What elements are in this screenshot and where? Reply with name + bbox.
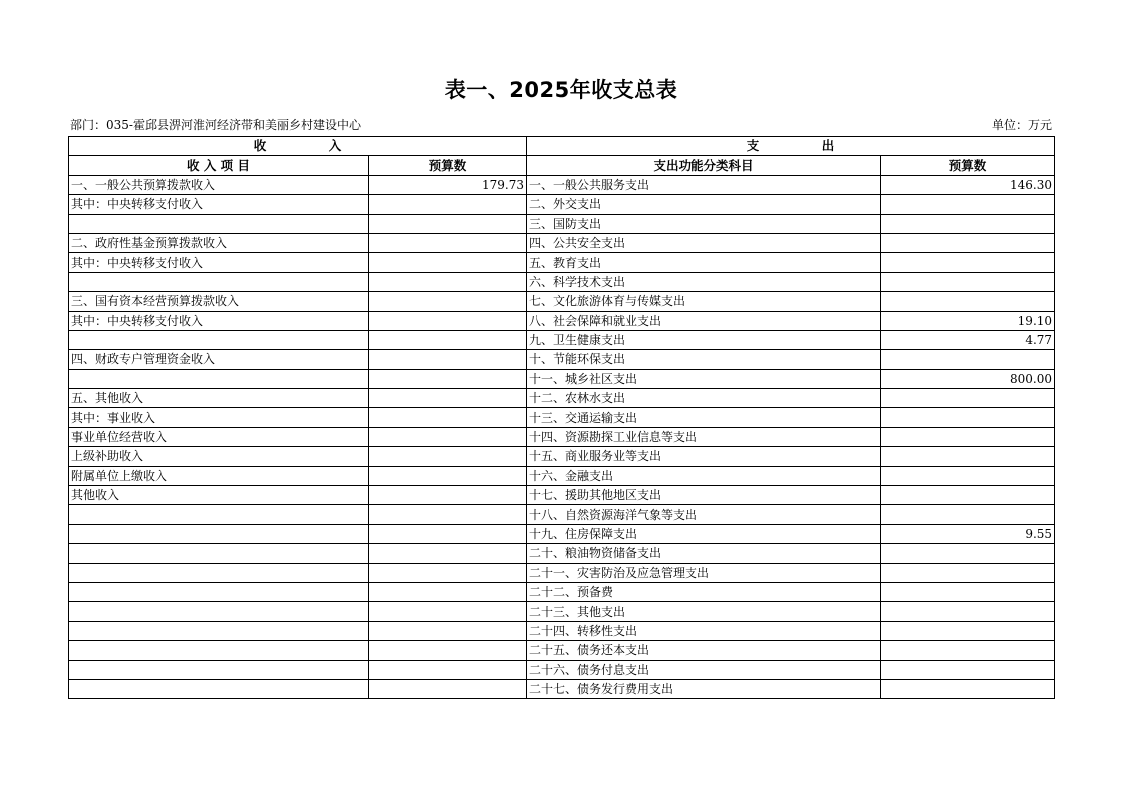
expense-budget-cell: 4.77 (881, 330, 1055, 349)
income-budget-cell: 179.73 (369, 175, 527, 194)
income-section-header: 收 入 (69, 137, 527, 156)
income-budget-cell (369, 253, 527, 272)
income-item-cell (69, 214, 369, 233)
income-item-cell: 二、政府性基金预算拨款收入 (69, 233, 369, 252)
income-item-cell: 四、财政专户管理资金收入 (69, 350, 369, 369)
expense-item-cell: 七、文化旅游体育与传媒支出 (527, 292, 881, 311)
expense-item-cell: 一、一般公共服务支出 (527, 175, 881, 194)
expense-budget-cell (881, 214, 1055, 233)
income-budget-cell (369, 195, 527, 214)
table-row (69, 641, 1055, 660)
expense-item-cell: 十、节能环保支出 (527, 350, 881, 369)
expense-budget-cell (881, 641, 1055, 660)
table-body (69, 175, 1055, 699)
income-item-cell (69, 369, 369, 388)
table-row (69, 214, 1055, 233)
expense-budget-cell (881, 427, 1055, 446)
income-budget-cell (369, 292, 527, 311)
table-row (69, 233, 1055, 252)
expense-item-cell: 八、社会保障和就业支出 (527, 311, 881, 330)
page-title: 表一、2025年收支总表 (444, 78, 678, 102)
table-row (69, 175, 1055, 194)
income-item-cell (69, 505, 369, 524)
income-item-cell: 事业单位经营收入 (69, 427, 369, 446)
table-row (69, 524, 1055, 543)
expense-budget-cell (881, 350, 1055, 369)
table-row (69, 660, 1055, 679)
income-budget-cell (369, 408, 527, 427)
table-row (69, 369, 1055, 388)
income-budget-cell (369, 486, 527, 505)
expense-item-cell: 十九、住房保障支出 (527, 524, 881, 543)
income-item-cell: 附属单位上缴收入 (69, 466, 369, 485)
income-item-cell: 上级补助收入 (69, 447, 369, 466)
income-budget-cell (369, 544, 527, 563)
income-item-cell (69, 621, 369, 640)
income-item-cell: 一、一般公共预算拨款收入 (69, 175, 369, 194)
income-item-cell: 其中：事业收入 (69, 408, 369, 427)
table-header-row (69, 137, 1055, 156)
expense-budget-cell (881, 486, 1055, 505)
income-item-cell: 其他收入 (69, 486, 369, 505)
expense-item-cell: 二、外交支出 (527, 195, 881, 214)
expense-item-cell: 二十二、预备费 (527, 582, 881, 601)
income-budget-header: 预算数 (369, 156, 527, 175)
table-row (69, 582, 1055, 601)
table-row (69, 330, 1055, 349)
income-budget-cell (369, 330, 527, 349)
income-item-cell (69, 679, 369, 698)
expense-budget-cell (881, 389, 1055, 408)
expense-budget-cell (881, 544, 1055, 563)
income-item-header: 收 入 项 目 (69, 156, 369, 175)
budget-table (68, 136, 1055, 699)
expense-budget-cell: 9.55 (881, 524, 1055, 543)
expense-budget-cell (881, 233, 1055, 252)
expense-item-cell: 十八、自然资源海洋气象等支出 (527, 505, 881, 524)
expense-item-cell: 四、公共安全支出 (527, 233, 881, 252)
income-budget-cell (369, 466, 527, 485)
expense-item-cell: 九、卫生健康支出 (527, 330, 881, 349)
income-budget-cell (369, 389, 527, 408)
table-row (69, 195, 1055, 214)
expense-budget-cell: 19.10 (881, 311, 1055, 330)
table-row (69, 253, 1055, 272)
expense-item-cell: 二十、粮油物资储备支出 (527, 544, 881, 563)
expense-item-cell: 二十三、其他支出 (527, 602, 881, 621)
expense-item-cell: 二十五、债务还本支出 (527, 641, 881, 660)
income-item-cell (69, 602, 369, 621)
expense-item-cell: 二十六、债务付息支出 (527, 660, 881, 679)
income-item-cell (69, 582, 369, 601)
income-budget-cell (369, 602, 527, 621)
income-budget-cell (369, 427, 527, 446)
income-item-cell: 其中：中央转移支付收入 (69, 311, 369, 330)
table-subheader-row (69, 156, 1055, 175)
income-item-cell: 五、其他收入 (69, 389, 369, 408)
income-item-cell: 其中：中央转移支付收入 (69, 195, 369, 214)
expense-budget-cell (881, 679, 1055, 698)
expense-budget-cell (881, 505, 1055, 524)
income-budget-cell (369, 621, 527, 640)
expense-budget-cell (881, 292, 1055, 311)
income-item-cell (69, 641, 369, 660)
income-budget-cell (369, 311, 527, 330)
income-item-cell (69, 544, 369, 563)
income-item-cell: 三、国有资本经营预算拨款收入 (69, 292, 369, 311)
expense-item-cell: 十七、援助其他地区支出 (527, 486, 881, 505)
income-item-cell (69, 272, 369, 291)
table-row (69, 292, 1055, 311)
expense-item-cell: 十五、商业服务业等支出 (527, 447, 881, 466)
expense-budget-cell (881, 408, 1055, 427)
income-budget-cell (369, 369, 527, 388)
expense-budget-cell (881, 466, 1055, 485)
income-budget-cell (369, 660, 527, 679)
table-row (69, 272, 1055, 291)
income-budget-cell (369, 582, 527, 601)
table-row (69, 447, 1055, 466)
income-budget-cell (369, 272, 527, 291)
table-row (69, 505, 1055, 524)
table-row (69, 563, 1055, 582)
table-row (69, 621, 1055, 640)
table-row (69, 544, 1055, 563)
table-row (69, 350, 1055, 369)
department-label: 部门：035-霍邱县淠河淮河经济带和美丽乡村建设中心 (70, 118, 361, 132)
table-row (69, 679, 1055, 698)
income-item-cell: 其中：中央转移支付收入 (69, 253, 369, 272)
table-row (69, 427, 1055, 446)
expense-item-cell: 二十四、转移性支出 (527, 621, 881, 640)
expense-budget-cell (881, 563, 1055, 582)
income-budget-cell (369, 447, 527, 466)
table-row (69, 311, 1055, 330)
income-budget-cell (369, 350, 527, 369)
expense-budget-cell (881, 253, 1055, 272)
table-row (69, 602, 1055, 621)
expense-item-cell: 二十七、债务发行费用支出 (527, 679, 881, 698)
expense-item-cell: 十四、资源勘探工业信息等支出 (527, 427, 881, 446)
expense-item-cell: 二十一、灾害防治及应急管理支出 (527, 563, 881, 582)
expense-budget-cell (881, 602, 1055, 621)
income-budget-cell (369, 679, 527, 698)
income-budget-cell (369, 524, 527, 543)
income-item-cell (69, 524, 369, 543)
expense-budget-header: 预算数 (881, 156, 1055, 175)
expense-budget-cell (881, 582, 1055, 601)
income-item-cell (69, 330, 369, 349)
expense-budget-cell: 146.30 (881, 175, 1055, 194)
expense-budget-cell: 800.00 (881, 369, 1055, 388)
table-row (69, 389, 1055, 408)
expense-item-cell: 十二、农林水支出 (527, 389, 881, 408)
expense-item-cell: 六、科学技术支出 (527, 272, 881, 291)
expense-budget-cell (881, 660, 1055, 679)
expense-budget-cell (881, 621, 1055, 640)
income-budget-cell (369, 641, 527, 660)
expense-budget-cell (881, 195, 1055, 214)
income-budget-cell (369, 563, 527, 582)
unit-label: 单位：万元 (991, 118, 1052, 132)
income-budget-cell (369, 233, 527, 252)
income-budget-cell (369, 505, 527, 524)
expense-item-cell: 十六、金融支出 (527, 466, 881, 485)
expense-budget-cell (881, 272, 1055, 291)
expense-budget-cell (881, 447, 1055, 466)
income-item-cell (69, 660, 369, 679)
expense-item-cell: 十三、交通运输支出 (527, 408, 881, 427)
income-budget-cell (369, 214, 527, 233)
expense-item-cell: 十一、城乡社区支出 (527, 369, 881, 388)
expense-item-cell: 三、国防支出 (527, 214, 881, 233)
expense-section-header: 支 出 (527, 137, 1055, 156)
table-row (69, 486, 1055, 505)
table-row (69, 408, 1055, 427)
expense-item-cell: 五、教育支出 (527, 253, 881, 272)
expense-item-header: 支出功能分类科目 (527, 156, 881, 175)
table-row (69, 466, 1055, 485)
income-item-cell (69, 563, 369, 582)
